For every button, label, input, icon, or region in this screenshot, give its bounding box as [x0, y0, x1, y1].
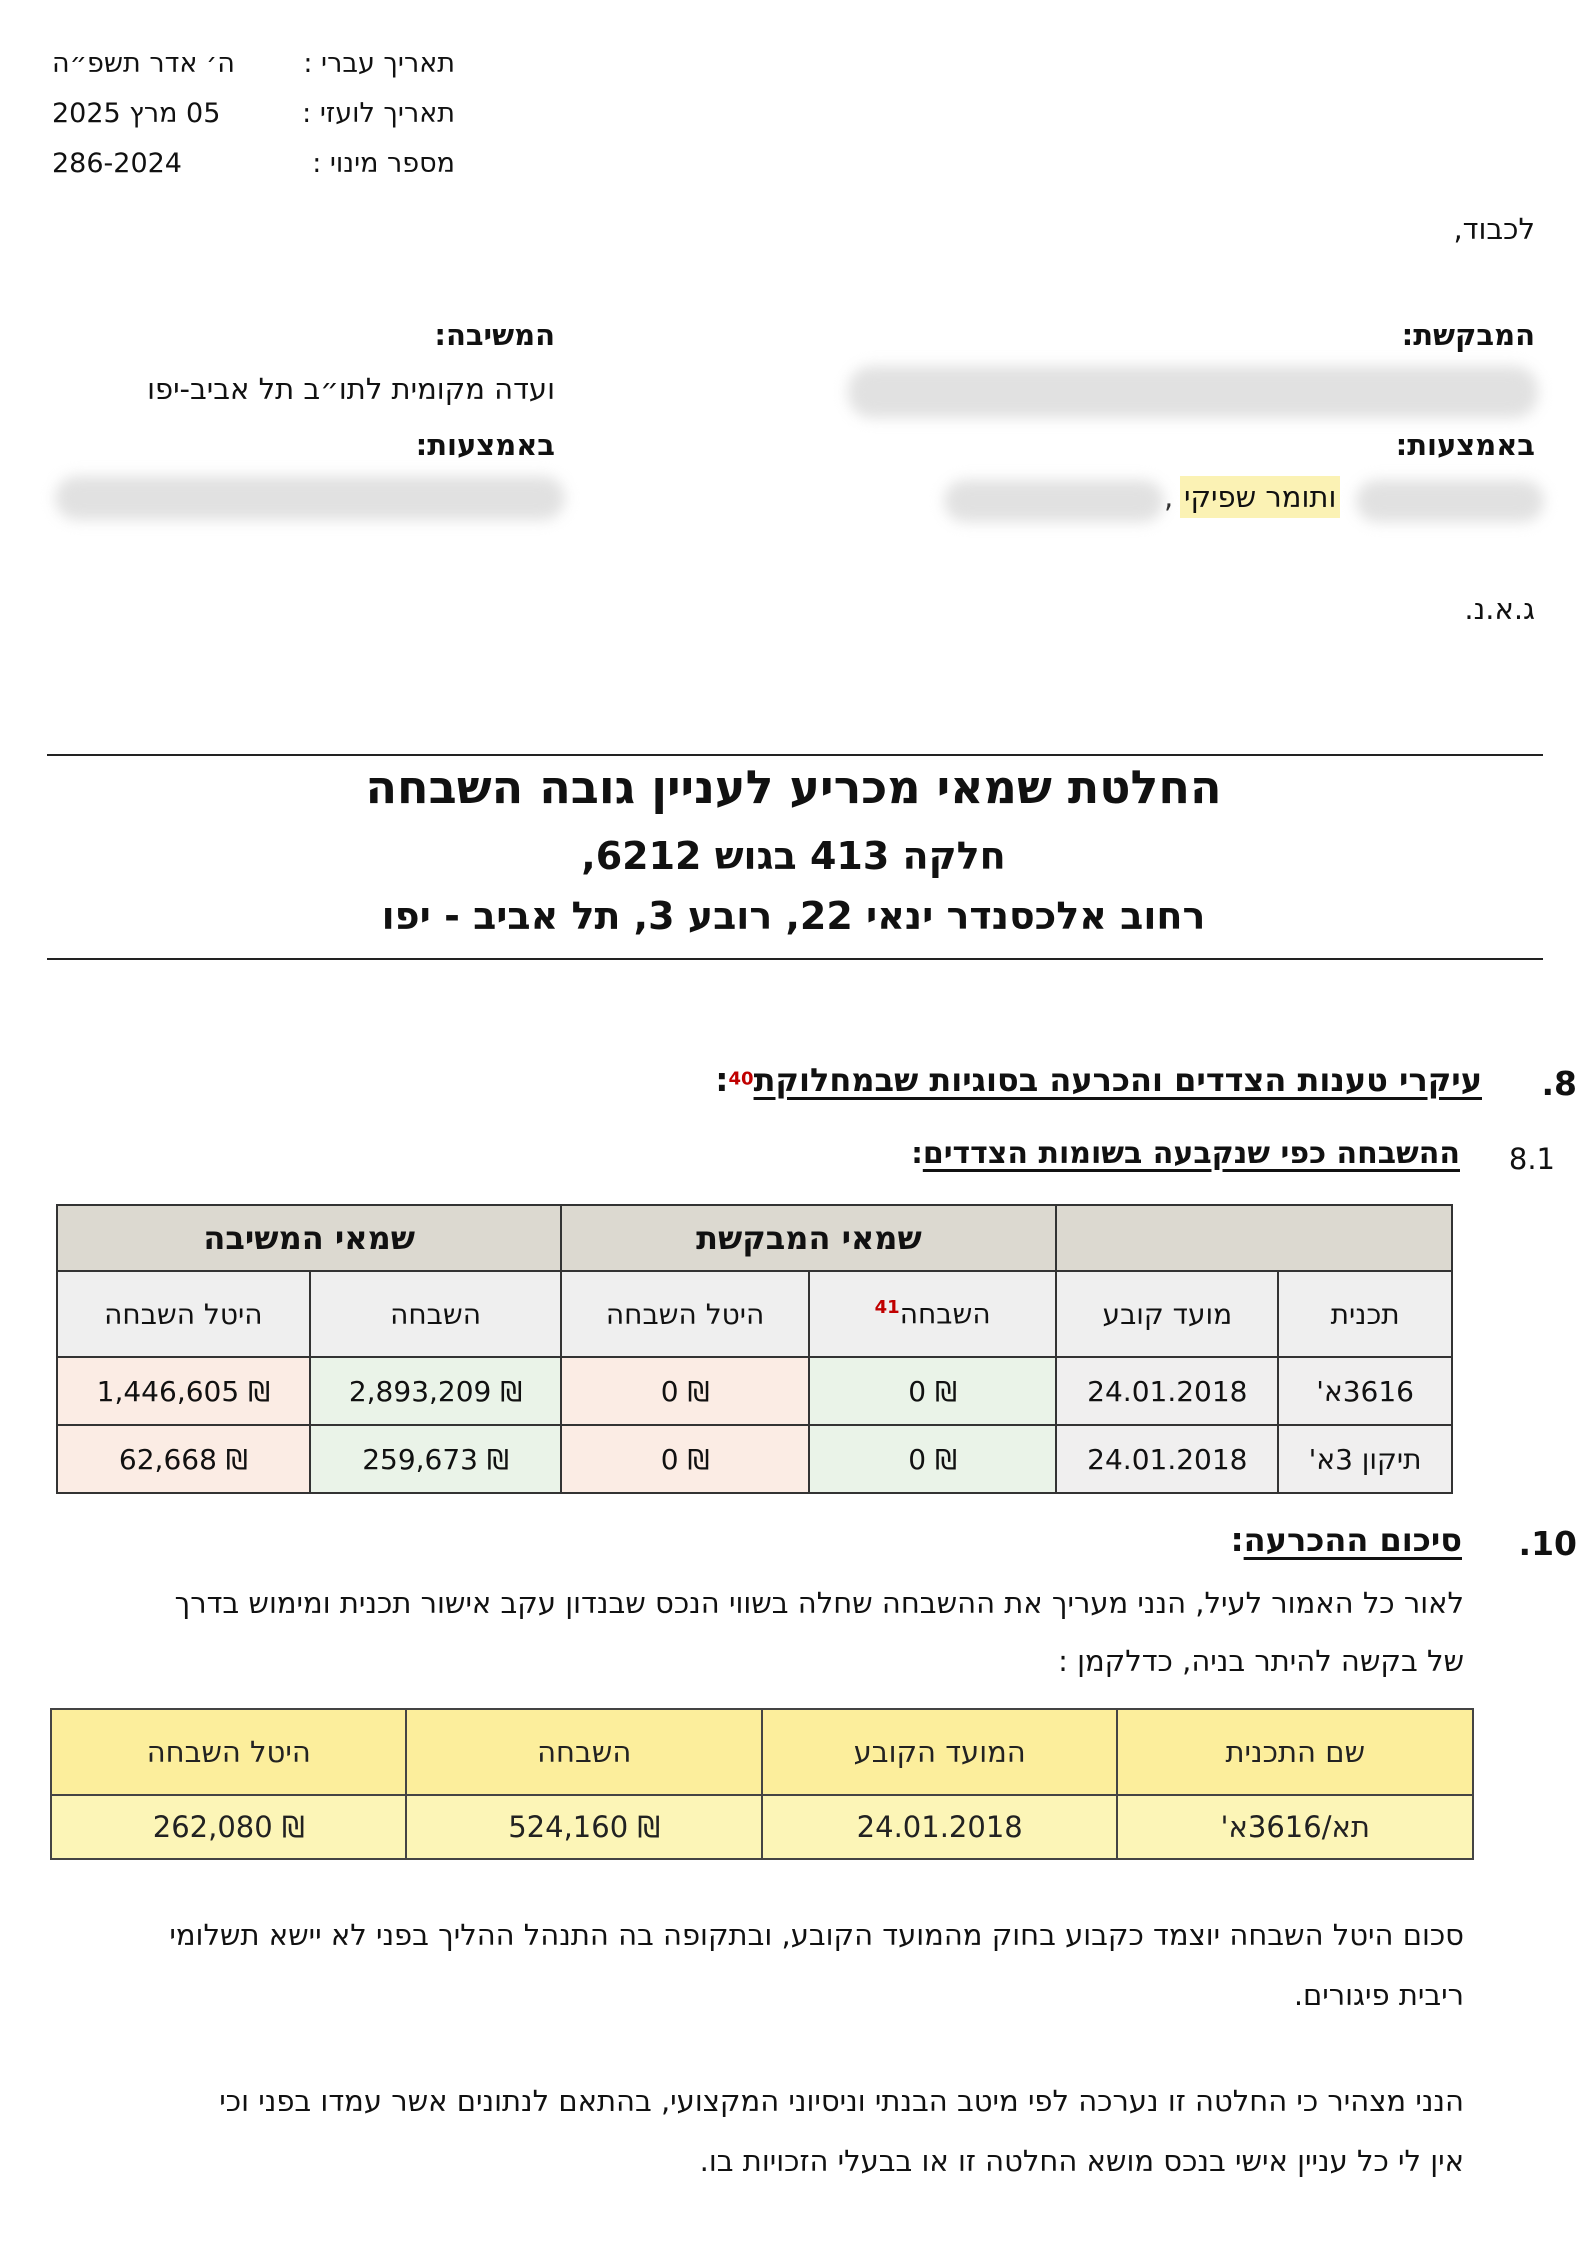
hebrew-date-label: תאריך עברי :: [303, 48, 455, 79]
interest-paragraph-line1: סכום היטל השבחה יוצמד כקבוע בחוק מהמועד הקובע, ובתקופה בה התנהל ההליך בפני לא יישא תשלומי: [169, 1918, 1464, 1952]
table1-col-levy-respondent: היטל השבחה: [57, 1271, 310, 1357]
section-8-1-heading: [911, 1136, 1460, 1171]
table1-plan-cell: תיקון 3א': [1278, 1425, 1452, 1493]
hebrew-date-value: ה׳ אדר תשפ״ה: [52, 48, 235, 79]
section-8-1-number: 8.1: [1508, 1142, 1555, 1176]
title-top-rule: [47, 754, 1543, 756]
table1-app-levy-cell: ₪ 0: [561, 1425, 809, 1493]
footnote-41: 41: [874, 1297, 900, 1319]
section-10-colon: :: [1230, 1520, 1244, 1559]
redacted-representative-2: [944, 480, 1164, 522]
table1-group-applicant: שמאי המבקשת: [561, 1205, 1056, 1271]
respondent-name: ועדה מקומית לתו״ב תל אביב-יפו: [147, 372, 555, 406]
representative-name-highlight: ותומר שפיקי: [1180, 476, 1340, 518]
table1-date-cell: 24.01.2018: [1056, 1357, 1278, 1425]
table1-col-betterment-applicant: [809, 1271, 1057, 1357]
table1-app-levy-cell: ₪ 0: [561, 1357, 809, 1425]
table-row: [57, 1357, 1452, 1425]
section-8-title: עיקרי טענות הצדדים והכרעה בסוגיות שבמחלוקת: [753, 1061, 1482, 1099]
salutation: לכבוד,: [1453, 212, 1535, 246]
respondent-via-label: באמצעות:: [415, 428, 555, 462]
table1-blank-header: [1056, 1205, 1452, 1271]
decision-title: החלטת שמאי מכריע לעניין גובה השבחה: [365, 760, 1222, 814]
table2-date-cell: 24.01.2018: [762, 1795, 1118, 1859]
section-10-heading: [1230, 1520, 1462, 1559]
footnote-40: 40: [728, 1068, 754, 1090]
section-10-number: .10: [1518, 1524, 1577, 1563]
table-row: [51, 1795, 1473, 1859]
table1-col-levy-applicant: היטל השבחה: [561, 1271, 809, 1357]
declaration-paragraph-line2: אין לי כל עניין אישי בנכס מושא החלטה זו או בבעלי הזכויות בו.: [699, 2144, 1464, 2178]
table2-col-betterment: השבחה: [406, 1709, 761, 1795]
table-row: [57, 1425, 1452, 1493]
redacted-respondent-representatives: [55, 476, 565, 520]
section-10-title: סיכום ההכרעה: [1243, 1521, 1462, 1559]
greeting: ג.א.נ.: [1464, 592, 1535, 626]
table1-app-betterment-cell: ₪ 0: [809, 1357, 1057, 1425]
appointment-number-value: 286-2024: [52, 148, 182, 179]
applicant-via-label: באמצעות:: [1395, 428, 1535, 462]
table2-col-date: המועד הקובע: [762, 1709, 1118, 1795]
gregorian-date-label: תאריך לועזי :: [302, 98, 455, 129]
title-bottom-rule: [47, 958, 1543, 960]
appointment-number-label: מספר מינוי :: [312, 148, 455, 179]
representative-name: [1180, 480, 1340, 514]
section-8-1-colon: :: [911, 1136, 923, 1170]
table1-plan-cell: 3616א': [1278, 1357, 1452, 1425]
table1-resp-betterment-cell: ₪ 259,673: [310, 1425, 562, 1493]
parcel-line: חלקה 413 בגוש 6212,: [581, 834, 1006, 878]
table1-resp-betterment-cell: ₪ 2,893,209: [310, 1357, 562, 1425]
summary-paragraph-line1: לאור כל האמור לעיל, הנני מעריך את ההשבחה שחלה בשווי הנכס שבנדון עקב אישור תכנית ומימוש בדרך: [174, 1586, 1464, 1620]
table1-col-betterment-label: השבחה: [899, 1297, 991, 1331]
interest-paragraph-line2: ריבית פיגורים.: [1293, 1978, 1464, 2012]
declaration-paragraph-line1: הנני מצהיר כי החלטה זו נערכה לפי מיטב הבנתי וניסיוני המקצועי, בהתאם לנתונים אשר עמדו בפני וכי: [219, 2084, 1464, 2118]
redacted-applicant-name: [848, 366, 1538, 418]
parties-assessments-table: [56, 1204, 1453, 1494]
table2-col-plan: שם התכנית: [1117, 1709, 1473, 1795]
gregorian-date-value: 05 מרץ 2025: [52, 98, 221, 129]
table2-levy-cell: ₪ 262,080: [51, 1795, 406, 1859]
summary-paragraph-line2: של בקשה להיתר בניה, כדלקמן :: [1058, 1644, 1464, 1678]
table2-betterment-cell: ₪ 524,160: [406, 1795, 761, 1859]
table1-app-betterment-cell: ₪ 0: [809, 1425, 1057, 1493]
table2-plan-cell: תא/3616א': [1117, 1795, 1473, 1859]
table1-date-cell: 24.01.2018: [1056, 1425, 1278, 1493]
address-line: רחוב אלכסנדר ינאי 22, רובע 3, תל אביב - יפו: [381, 894, 1206, 938]
decision-summary-table: [50, 1708, 1474, 1860]
section-8-heading: [715, 1060, 1482, 1099]
section-8-colon: :: [715, 1060, 729, 1099]
table1-col-date: מועד קובע: [1056, 1271, 1278, 1357]
representative-comma: ,: [1164, 480, 1174, 514]
table1-resp-levy-cell: ₪ 62,668: [57, 1425, 310, 1493]
table2-col-levy: היטל השבחה: [51, 1709, 406, 1795]
redacted-representative-1: [1356, 480, 1544, 522]
table1-resp-levy-cell: ₪ 1,446,605: [57, 1357, 310, 1425]
table1-col-betterment-respondent: השבחה: [310, 1271, 562, 1357]
applicant-label: המבקשת:: [1401, 318, 1535, 352]
table1-col-plan: תכנית: [1278, 1271, 1452, 1357]
section-8-number: .8: [1541, 1064, 1577, 1103]
table1-group-respondent: שמאי המשיבה: [57, 1205, 561, 1271]
respondent-label: המשיבה:: [434, 318, 555, 352]
section-8-1-title: ההשבחה כפי שנקבעה בשומות הצדדים: [922, 1136, 1460, 1171]
